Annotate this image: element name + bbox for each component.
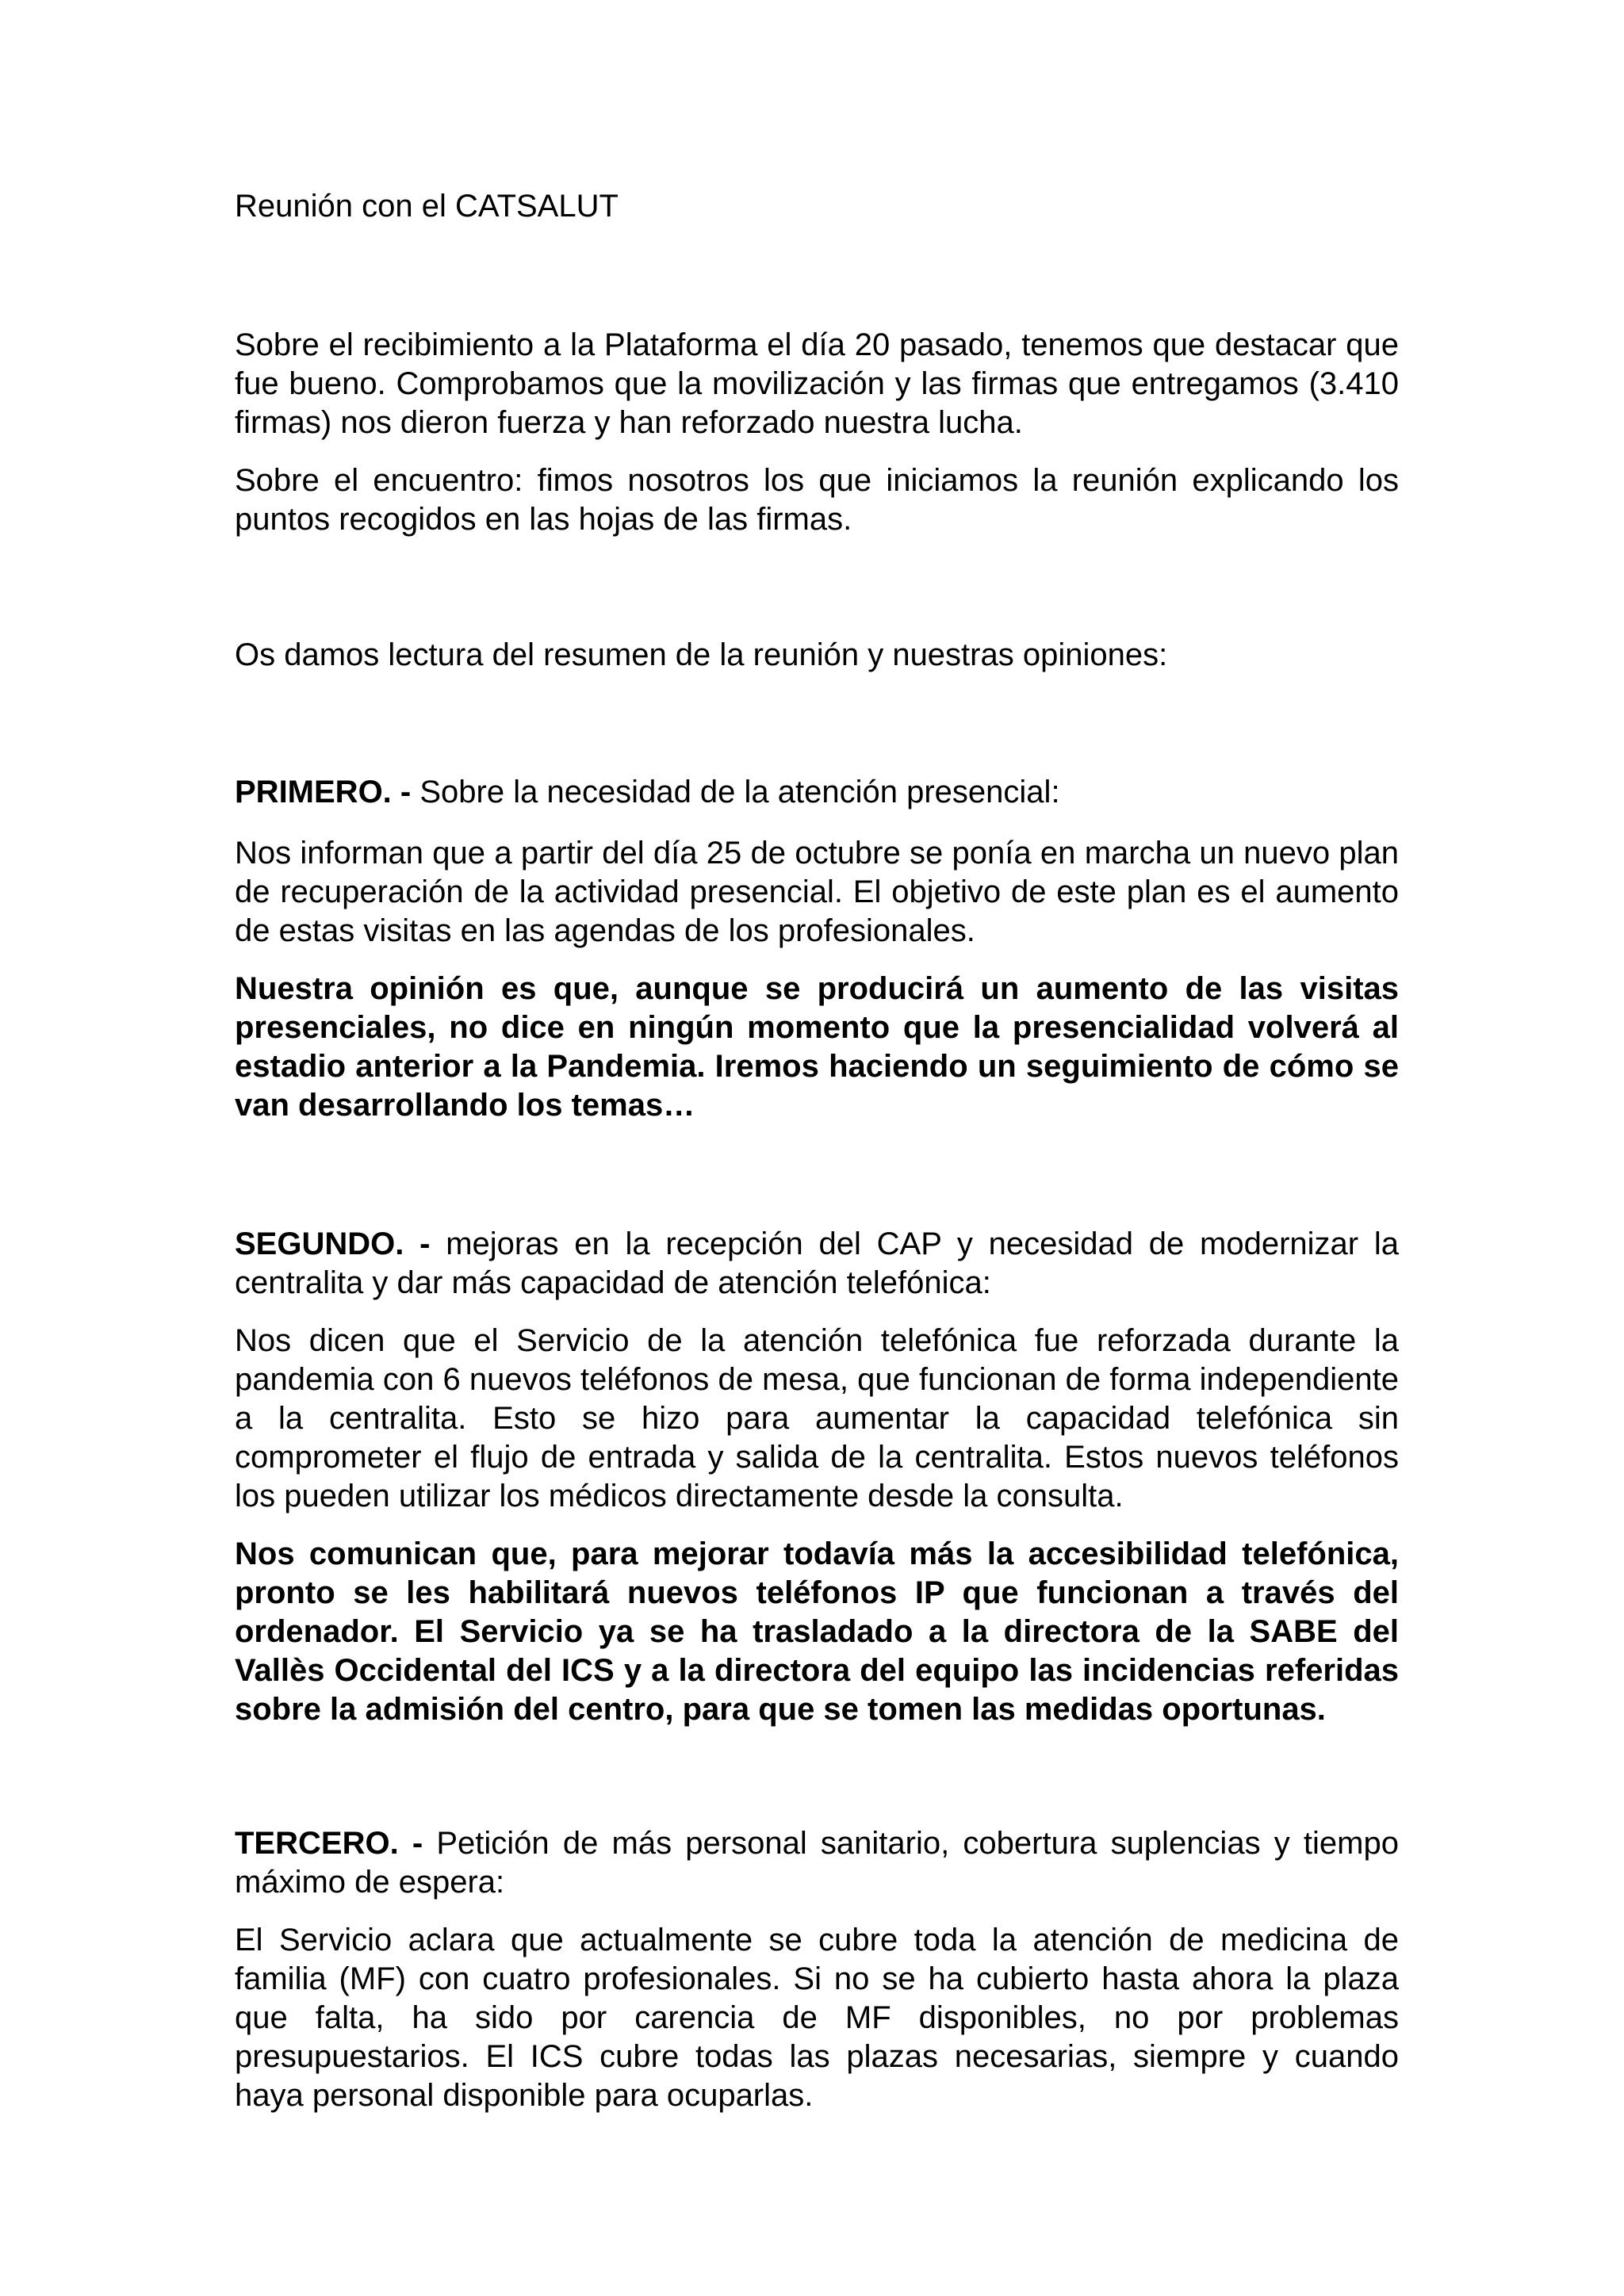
- section-2-body: Nos dicen que el Servicio de la atención telefónica fue reforzada durante la pandemia con 6 nuevos teléfonos de mesa, que funcionan de forma independiente a la centralita. Esto se hizo para aumentar la capacidad telefónica sin comprometer el flujo de entrada y salida de la centralita. Estos nuevos teléfonos los pueden utilizar los médicos directamente desde la consulta.: [235, 1323, 1399, 1513]
- section-1-subject: Sobre la necesidad de la atención presencial:: [411, 775, 1060, 809]
- intro-paragraph-1: Sobre el recibimiento a la Plataforma el día 20 pasado, tenemos que destacar que fue bueno. Comprobamos que la movilización y las firmas que entregamos (3.410 firmas) nos dieron fuerza y han reforzado nuestra lucha.: [235, 327, 1399, 440]
- section-2-heading-line: [235, 1225, 1399, 1303]
- section-3-subject: Petición de más personal sanitario, cobertura suplencias y tiempo máximo de espera:: [235, 1826, 1399, 1900]
- section-3-body: El Servicio aclara que actualmente se cubre toda la atención de medicina de familia (MF) con cuatro profesionales. Si no se ha cubierto hasta ahora la plaza que falta, ha sido por carencia de MF disponibles, no por problemas presupuestarios. El ICS cubre todas las plazas necesarias, siempre y cuando haya personal disponible para ocuparlas.: [235, 1923, 1399, 2113]
- intro-paragraph-2: Sobre el encuentro: fimos nosotros los que iniciamos la reunión explicando los puntos recogidos en las hojas de las firmas.: [235, 463, 1399, 537]
- section-1-opinion: Nuestra opinión es que, aunque se producirá un aumento de las visitas presenciales, no dice en ningún momento que la presencialidad volverá al estadio anterior a la Pandemia. Iremos haciendo un seguimiento de cómo se van desarrollando los temas…: [235, 971, 1399, 1123]
- section-1-heading: PRIMERO. -: [235, 775, 412, 809]
- section-2-subject: mejoras en la recepción del CAP y necesidad de modernizar la centralita y dar más capacidad de atención telefónica:: [235, 1226, 1399, 1300]
- section-3-heading-line: [235, 1824, 1399, 1902]
- section-2-opinion: Nos comunican que, para mejorar todavía más la accesibilidad telefónica, pronto se les habilitará nuevos teléfonos IP que funcionan a través del ordenador. El Servicio ya se ha trasladado a la directora de la SABE del Vallès Occidental del ICS y a la directora del equipo las incidencias referidas sobre la admisión del centro, para que se tomen las medidas oportunas.: [235, 1536, 1399, 1727]
- document-title: Reunión con el CATSALUT: [235, 189, 619, 224]
- section-3-heading: TERCERO. -: [235, 1826, 423, 1861]
- section-1-heading-line: [235, 773, 1399, 812]
- section-2-heading: SEGUNDO. -: [235, 1226, 431, 1261]
- document-content: [235, 187, 1399, 2115]
- section-1-body: Nos informan que a partir del día 25 de octubre se ponía en marcha un nuevo plan de recuperación de la actividad presencial. El objetivo de este plan es el aumento de estas visitas en las agendas de los profesionales.: [235, 836, 1399, 948]
- intro-paragraph-3: Os damos lectura del resumen de la reunión y nuestras opiniones:: [235, 637, 1168, 672]
